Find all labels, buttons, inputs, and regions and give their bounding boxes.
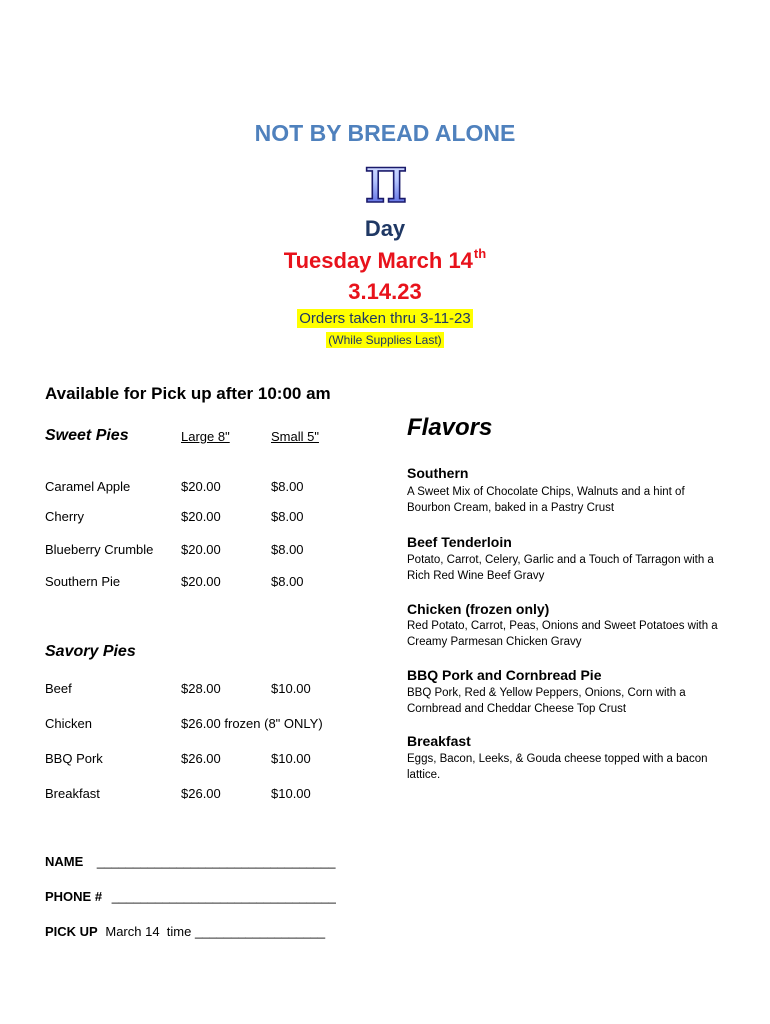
- flavor-name: Southern: [407, 465, 469, 481]
- sweet-pie-large-price: $20.00: [181, 479, 221, 494]
- savory-pie-name: Chicken: [45, 716, 92, 731]
- name-field[interactable]: [45, 854, 336, 869]
- column-small-header: Small 5": [271, 429, 319, 444]
- flavor-description: Eggs, Bacon, Leeks, & Gouda cheese topped with a bacon lattice.: [407, 753, 708, 781]
- orders-note-wrap: [0, 309, 770, 328]
- flavor-description: A Sweet Mix of Chocolate Chips, Walnuts and a hint of Bourbon Cream, baked in a Pastry Crust: [407, 486, 685, 514]
- pickup-label: PICK UP: [45, 924, 98, 939]
- flavor-description: BBQ Pork, Red & Yellow Peppers, Onions, Corn with a Cornbread and Cheddar Cheese Top Crust: [407, 687, 686, 715]
- flavor-name: Chicken (frozen only): [407, 601, 550, 617]
- sweet-pie-large-price: $20.00: [181, 542, 221, 557]
- savory-pie-name: BBQ Pork: [45, 751, 103, 766]
- availability-heading: Available for Pick up after 10:00 am: [45, 384, 331, 403]
- pickup-time-line[interactable]: March 14 time __________________: [105, 924, 326, 939]
- day-heading: Day: [364, 216, 406, 241]
- savory-pie-small-price: $10.00: [271, 681, 311, 696]
- event-date-text: Tuesday March 14: [283, 248, 473, 273]
- name-label: NAME: [45, 854, 84, 869]
- sweet-pie-name: Caramel Apple: [45, 479, 131, 494]
- supplies-note: (While Supplies Last): [328, 333, 442, 347]
- sweet-pie-large-price: $20.00: [181, 509, 221, 524]
- sweet-pie-name: Blueberry Crumble: [45, 542, 154, 557]
- sweet-pie-name: Southern Pie: [45, 574, 121, 589]
- flavors-heading: Flavors: [407, 414, 493, 441]
- sweet-pies-heading: Sweet Pies: [45, 427, 129, 444]
- flavor-description: Potato, Carrot, Celery, Garlic and a Touch of Tarragon with a Rich Red Wine Beef Gravy: [407, 554, 714, 582]
- sweet-pie-name: Cherry: [45, 509, 85, 524]
- phone-label: PHONE #: [45, 889, 103, 904]
- page-title: NOT BY BREAD ALONE: [254, 120, 516, 146]
- savory-pie-name: Beef: [45, 681, 72, 696]
- savory-pie-small-price: $10.00: [271, 786, 311, 801]
- savory-pie-name: Breakfast: [45, 786, 100, 801]
- name-blank-line[interactable]: _________________________________: [96, 854, 336, 869]
- flavor-name: Beef Tenderloin: [407, 534, 512, 550]
- date-code: 3.14.23: [348, 279, 422, 304]
- flavor-name: BBQ Pork and Cornbread Pie: [407, 667, 602, 683]
- sweet-pie-small-price: $8.00: [271, 542, 304, 557]
- phone-blank-line[interactable]: _______________________________: [111, 889, 336, 904]
- sweet-pie-small-price: $8.00: [271, 479, 304, 494]
- sweet-pie-small-price: $8.00: [271, 509, 304, 524]
- flavor-description: Red Potato, Carrot, Peas, Onions and Sweet Potatoes with a Creamy Parmesan Chicken Gravy: [407, 620, 718, 648]
- savory-pie-large-price: $26.00 frozen (8" ONLY): [181, 716, 323, 731]
- pi-icon: [358, 150, 414, 212]
- flavor-name: Breakfast: [407, 733, 471, 749]
- column-large-header: Large 8": [181, 429, 230, 444]
- orders-note: Orders taken thru 3-11-23: [299, 310, 471, 327]
- phone-field[interactable]: [45, 889, 336, 904]
- pickup-field[interactable]: [45, 924, 325, 939]
- event-date-suffix: th: [473, 246, 487, 261]
- savory-pie-large-price: $26.00: [181, 751, 221, 766]
- savory-pie-large-price: $26.00: [181, 786, 221, 801]
- savory-pie-small-price: $10.00: [271, 751, 311, 766]
- pi-symbol: π: [364, 150, 408, 212]
- event-date: [0, 246, 770, 274]
- supplies-note-wrap: [0, 331, 770, 349]
- savory-pie-large-price: $28.00: [181, 681, 221, 696]
- sweet-pie-large-price: $20.00: [181, 574, 221, 589]
- savory-pies-heading: Savory Pies: [45, 643, 136, 660]
- sweet-pie-small-price: $8.00: [271, 574, 304, 589]
